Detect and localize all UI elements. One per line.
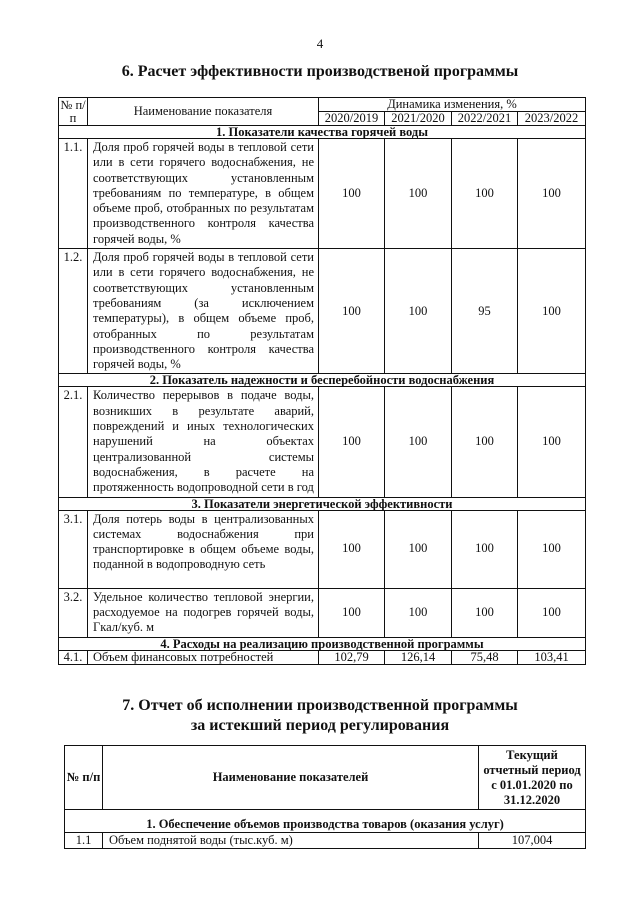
row-value: 100 <box>518 387 586 497</box>
table-row <box>59 249 586 374</box>
row-num: 1.1 <box>65 833 103 849</box>
group-title: 1. Обеспечение объемов производства товаров (оказания услуг) <box>65 810 586 833</box>
section-7-title-line1: 7. Отчет об исполнении производственной программы <box>122 697 518 714</box>
page-number: 4 <box>316 36 324 51</box>
group-row <box>59 374 586 387</box>
row-value: 100 <box>452 588 518 637</box>
row-value: 100 <box>385 387 452 497</box>
row-value: 100 <box>518 139 586 249</box>
header-year: 2021/2020 <box>385 112 452 126</box>
report-table <box>64 745 586 849</box>
section-7-title <box>0 696 640 736</box>
section-7-title-line2: за истекший период регулирования <box>190 717 450 734</box>
row-name: Доля потерь воды в централизованных системах водоснабжения при транспортировке в общем объеме воды, поданной в водопроводную сеть <box>88 510 319 588</box>
group-title: 2. Показатель надежности и бесперебойности водоснабжения <box>59 374 586 387</box>
table-row <box>59 387 586 497</box>
header-num: № п/п <box>65 746 103 810</box>
table-row <box>59 510 586 588</box>
table-header-row <box>59 98 586 112</box>
row-value: 100 <box>385 510 452 588</box>
table-header-row <box>65 746 586 810</box>
table-row <box>59 139 586 249</box>
row-num: 3.2. <box>59 588 88 637</box>
row-value: 100 <box>385 588 452 637</box>
row-value: 100 <box>319 387 385 497</box>
table-row <box>59 650 586 664</box>
row-value: 100 <box>452 139 518 249</box>
row-value: 107,004 <box>479 833 586 849</box>
header-year: 2022/2021 <box>452 112 518 126</box>
row-value: 100 <box>319 249 385 374</box>
group-title: 4. Расходы на реализацию производственной программы <box>59 637 586 650</box>
table-row <box>59 588 586 637</box>
row-name: Доля проб горячей воды в тепловой сети или в сети горячего водоснабжения, не соответствующих установленным требованиям (за исключением температуры), в общем объеме проб, отобранных по результатам производственного контроля качества горячей воды, % <box>88 249 319 374</box>
header-period: Текущий отчетный период с 01.01.2020 по 31.12.2020 <box>479 746 586 810</box>
row-value: 103,41 <box>518 650 586 664</box>
group-row <box>59 637 586 650</box>
row-name: Объем финансовых потребностей <box>88 650 319 664</box>
row-value: 100 <box>518 588 586 637</box>
row-value: 100 <box>319 588 385 637</box>
header-name: Наименование показателя <box>88 98 319 126</box>
row-num: 3.1. <box>59 510 88 588</box>
header-dynamics: Динамика изменения, % <box>319 98 586 112</box>
group-row <box>59 497 586 510</box>
row-name: Количество перерывов в подаче воды, возникших в результате аварий, повреждений и иных технологических нарушений на объектах централизованной системы водоснабжения, в расчете на протяженность водопроводной сети в год <box>88 387 319 497</box>
group-row <box>65 810 586 833</box>
row-value: 100 <box>319 510 385 588</box>
row-value: 102,79 <box>319 650 385 664</box>
header-year: 2020/2019 <box>319 112 385 126</box>
efficiency-table <box>58 97 586 665</box>
section-6-title: 6. Расчет эффективности производственой программы <box>121 63 519 80</box>
header-year: 2023/2022 <box>518 112 586 126</box>
row-value: 95 <box>452 249 518 374</box>
header-num: № п/п <box>60 97 86 125</box>
row-value: 100 <box>452 387 518 497</box>
header-name: Наименование показателей <box>103 746 479 810</box>
row-name: Удельное количество тепловой энергии, расходуемое на подогрев горячей воды, Гкал/куб. м <box>88 588 319 637</box>
group-title: 3. Показатели энергетической эффективности <box>59 497 586 510</box>
row-value: 100 <box>518 510 586 588</box>
row-value: 100 <box>319 139 385 249</box>
row-num: 2.1. <box>59 387 88 497</box>
table-row <box>65 833 586 849</box>
row-value: 100 <box>518 249 586 374</box>
group-row <box>59 126 586 139</box>
row-value: 100 <box>452 510 518 588</box>
row-num: 1.2. <box>59 249 88 374</box>
row-value: 100 <box>385 139 452 249</box>
row-value: 100 <box>385 249 452 374</box>
row-num: 4.1. <box>59 650 88 664</box>
row-name: Объем поднятой воды (тыс.куб. м) <box>103 833 479 849</box>
row-num: 1.1. <box>59 139 88 249</box>
group-title: 1. Показатели качества горячей воды <box>59 126 586 139</box>
row-value: 75,48 <box>452 650 518 664</box>
row-value: 126,14 <box>385 650 452 664</box>
row-name: Доля проб горячей воды в тепловой сети или в сети горячего водоснабжения, не соответствующих установленным требованиям по температуре, в общем объеме проб, отобранных по результатам производственного контроля качества горячей воды, % <box>88 139 319 249</box>
